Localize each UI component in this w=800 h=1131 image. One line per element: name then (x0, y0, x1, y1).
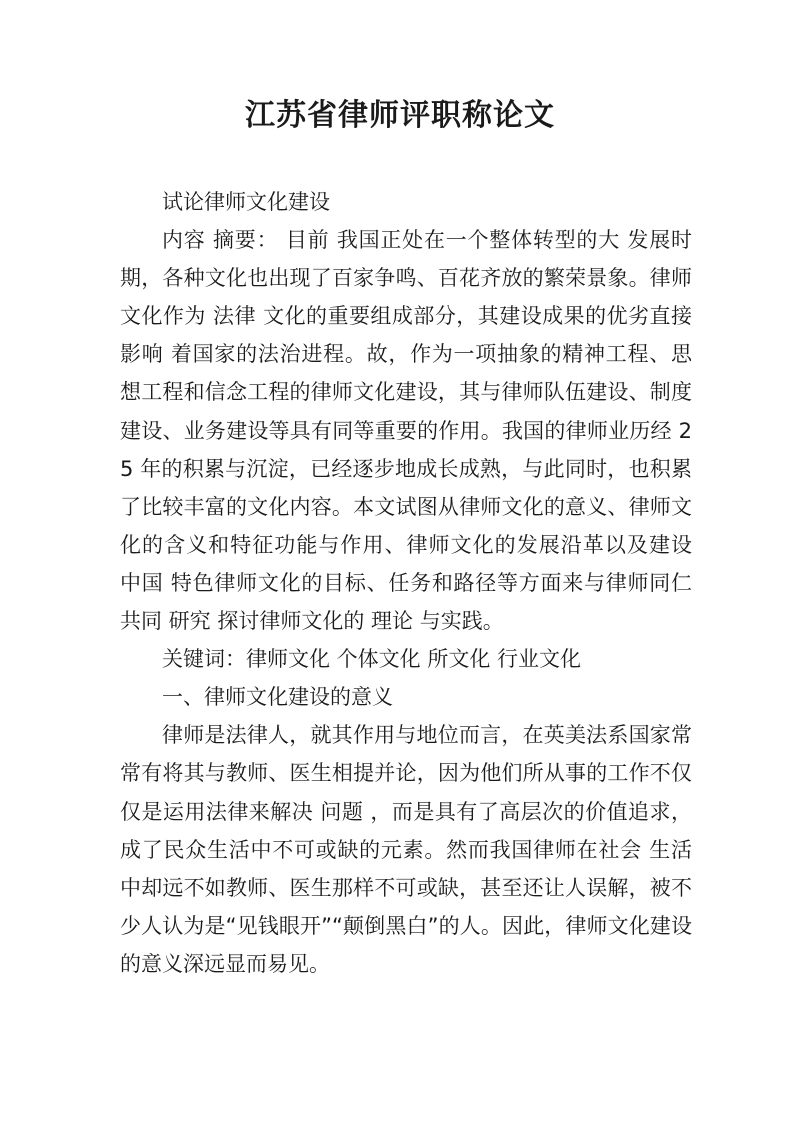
abstract-paragraph: 内容 摘要： 目前 我国正处在一个整体转型的大 发展时期，各种文化也出现了百家争鸣、百花齐放的繁荣景象。律师文化作为 法律 文化的重要组成部分，其建设成果的优劣直接 影响 着国家的法治进程。故，作为一项抽象的精神工程、思想工程和信念工程的律师文化建设，其与律师队伍建设、制度建设、业务建设等具有同等重要的作用。我国的律师业历经 25 年的积累与沉淀，已经逐步地成长成熟，与此同时，也积累了比较丰富的文化内容。本文试图从律师文化的意义、律师文化的含义和特征功能与作用、律师文化的发展沿革以及建设 中国 特色律师文化的目标、任务和路径等方面来与律师同仁共同 研究 探讨律师文化的 理论 与实践。 (120, 228, 692, 634)
section-heading: 一、律师文化建设的意义 (162, 685, 393, 710)
document-body (120, 183, 692, 983)
body-paragraph: 律师是法律人，就其作用与地位而言，在英美法系国家常常有将其与教师、医生相提并论，因为他们所从事的工作不仅仅是运用法律来解决 问题 ，而是具有了高层次的价值追求，成了民众生活中不可或缺的元素。然而我国律师在社会 生活中却远不如教师、医生那样不可或缺，甚至还让人误解，被不少人认为是“见钱眼开”“颠倒黑白”的人。因此，律师文化建设的意义深远显而易见。 (120, 723, 692, 976)
keywords-paragraph: 关键词：律师文化 个体文化 所文化 行业文化 (162, 647, 582, 672)
document-title: 江苏省律师评职称论文 (245, 98, 555, 133)
paper-subtitle: 试论律师文化建设 (162, 190, 330, 214)
